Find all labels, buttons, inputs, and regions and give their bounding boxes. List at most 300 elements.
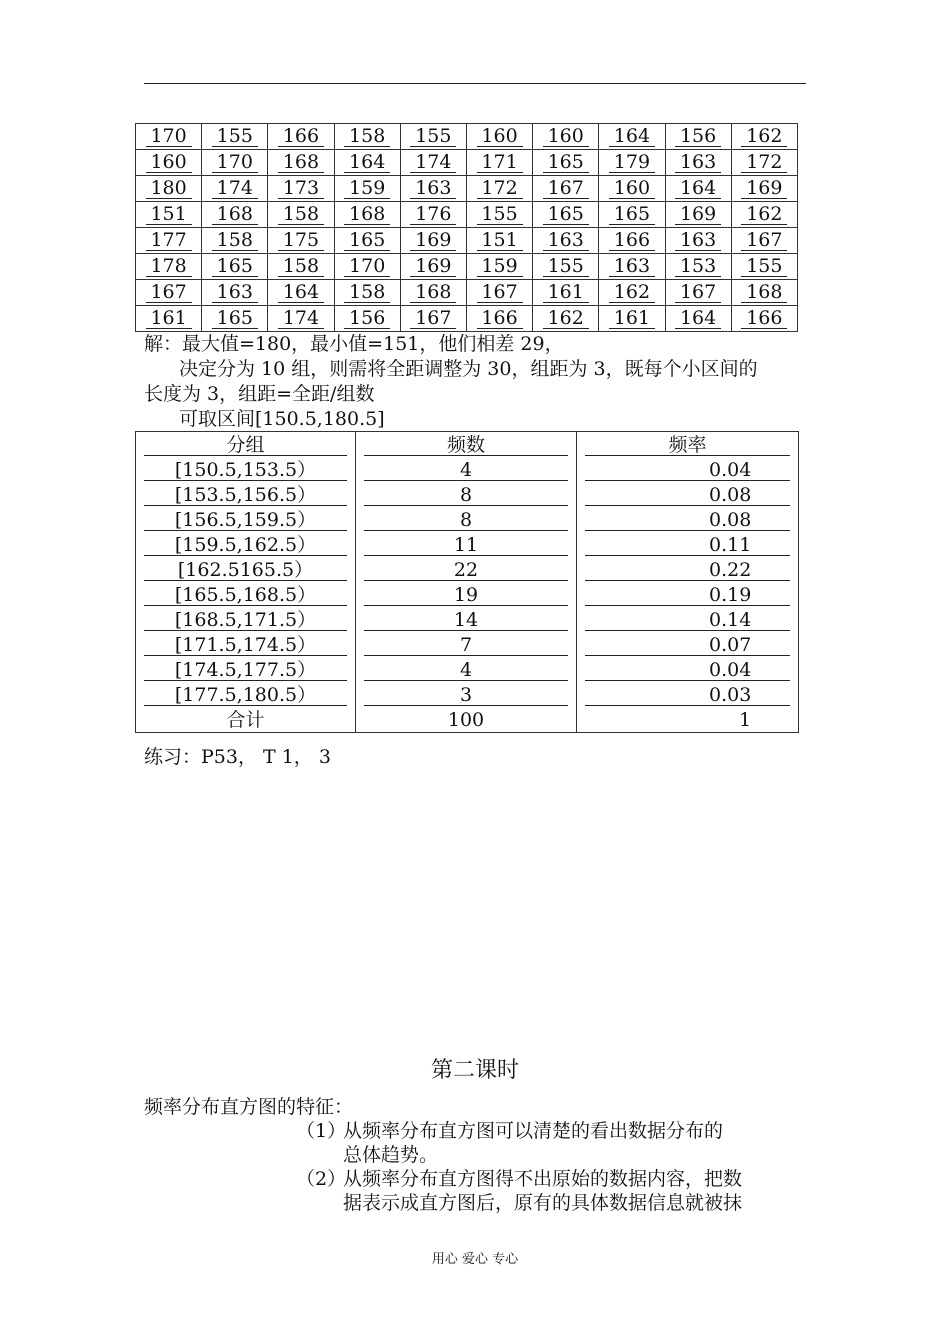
cell-value: 159 [344,178,390,199]
cell-value: 164 [675,308,721,329]
cell-underline [364,630,568,631]
cell-value: 163 [675,230,721,251]
table-cell [577,457,799,482]
cell-value: 155 [543,256,589,277]
cell-value: [168.5,171.5） [174,608,317,631]
table-cell [533,306,599,332]
table-cell [136,202,202,228]
table-cell [533,176,599,202]
cell-value: [150.5,153.5） [174,458,317,481]
cell-value: [162.5165.5） [177,558,314,581]
cell-value: 169 [675,204,721,225]
cell-value: 频率 [668,433,707,456]
table-cell [268,254,334,280]
cell-value: 178 [146,256,192,277]
table-cell [268,202,334,228]
feature-2-line-1: 从频率分布直方图得不出原始的数据内容，把数 [343,1168,743,1190]
table-row [136,632,799,657]
cell-underline [585,580,790,581]
cell-underline [144,530,347,531]
cell-value: 160 [146,152,192,173]
table-cell [665,202,731,228]
table-row [136,557,799,582]
cell-value: [153.5,156.5） [174,483,317,506]
table-cell [334,306,400,332]
table-row [136,202,798,228]
table-cell [400,202,466,228]
cell-value: 0.22 [709,558,752,581]
cell-value: 170 [146,126,192,147]
cell-value: [156.5,159.5） [174,508,317,531]
cell-value: 167 [410,308,456,329]
table-cell [731,124,797,150]
solution-line-1: 解：最大值=180，最小值=151，他们相差 29， [144,333,564,355]
table-cell [577,682,799,707]
table-cell [577,607,799,632]
table-cell [577,582,799,607]
table-cell [136,657,356,682]
cell-value: 167 [146,282,192,303]
frequency-table [135,431,799,733]
table-cell [202,306,268,332]
table-cell [136,124,202,150]
table-cell [599,228,665,254]
feature-1-number: （1） [296,1120,347,1142]
table-cell [665,176,731,202]
table-cell [577,507,799,532]
cell-value: 168 [344,204,390,225]
table-cell [136,150,202,176]
table-cell [533,254,599,280]
cell-value: 0.14 [709,608,752,631]
table-cell [356,557,577,582]
cell-value: 0.04 [709,658,752,681]
table-cell [268,280,334,306]
table-cell [136,582,356,607]
cell-underline [364,580,568,581]
table-cell [599,124,665,150]
cell-value: 161 [146,308,192,329]
table-cell [577,657,799,682]
table-row [136,228,798,254]
cell-value: 155 [477,204,523,225]
solution-line-4: 可取区间[150.5,180.5] [179,408,385,430]
table-cell [577,632,799,657]
cell-underline [585,655,790,656]
table-cell [599,202,665,228]
cell-value: 170 [212,152,258,173]
table-cell [202,150,268,176]
cell-underline [144,580,347,581]
table-cell [400,150,466,176]
cell-value: 168 [278,152,324,173]
cell-value: 170 [344,256,390,277]
cell-value: 151 [477,230,523,251]
table-cell [268,124,334,150]
cell-value: 165 [543,152,589,173]
cell-underline [585,705,790,706]
cell-underline [364,480,568,481]
table-cell [356,707,577,733]
table-cell [400,124,466,150]
cell-value: 0.08 [709,483,752,506]
cell-value: 158 [278,256,324,277]
cell-underline [144,630,347,631]
cell-underline [585,555,790,556]
cell-value: 175 [278,230,324,251]
table-cell [466,124,532,150]
cell-value: 7 [459,633,473,656]
cell-value: 164 [344,152,390,173]
cell-value: 162 [609,282,655,303]
table-cell [202,202,268,228]
cell-underline [585,480,790,481]
cell-underline [364,455,568,456]
cell-value: 合计 [226,708,265,731]
table-cell [731,150,797,176]
feature-1-line-2: 总体趋势。 [343,1144,439,1166]
table-cell [400,280,466,306]
table-cell [356,582,577,607]
table-cell [533,124,599,150]
cell-underline [364,680,568,681]
table-cell [136,457,356,482]
cell-value: 168 [212,204,258,225]
table-cell [466,228,532,254]
cell-value: 153 [675,256,721,277]
feature-2-line-2: 据表示成直方图后，原有的具体数据信息就被抹 [343,1192,743,1214]
cell-value: 163 [675,152,721,173]
cell-value: 168 [741,282,787,303]
cell-value: 0.08 [709,508,752,531]
table-row [136,457,799,482]
table-cell [731,254,797,280]
cell-value: 174 [278,308,324,329]
table-cell [356,482,577,507]
cell-underline [585,455,790,456]
table-row [136,150,798,176]
cell-value: 0.03 [709,683,752,706]
table-cell [400,306,466,332]
cell-value: 172 [741,152,787,173]
cell-value: 180 [146,178,192,199]
table-row [136,532,799,557]
table-cell [599,150,665,176]
table-cell [136,228,202,254]
cell-value: [174.5,177.5） [174,658,317,681]
table-cell [599,280,665,306]
table-cell [334,228,400,254]
cell-value: 165 [212,308,258,329]
cell-value: 155 [212,126,258,147]
cell-value: 166 [609,230,655,251]
table-cell [533,280,599,306]
table-cell [356,657,577,682]
cell-value: 8 [459,483,473,506]
cell-underline [364,605,568,606]
table-cell [466,306,532,332]
cell-value: 169 [410,230,456,251]
cell-value: 177 [146,230,192,251]
table-cell [665,254,731,280]
cell-underline [364,505,568,506]
table-cell [136,707,356,733]
table-cell [356,607,577,632]
table-total-row [136,707,799,733]
cell-value: 165 [609,204,655,225]
table-cell [334,176,400,202]
cell-value: 171 [477,152,523,173]
table-cell [136,254,202,280]
feature-1-line-1: 从频率分布直方图可以清楚的看出数据分布的 [343,1120,724,1142]
table-cell [466,254,532,280]
table-row [136,482,799,507]
table-cell [466,202,532,228]
cell-value: 161 [609,308,655,329]
table-cell [466,176,532,202]
table-cell [136,482,356,507]
cell-value: 163 [609,256,655,277]
table-cell [731,280,797,306]
cell-value: 165 [212,256,258,277]
cell-value: 165 [543,204,589,225]
table-cell [202,228,268,254]
cell-underline [144,555,347,556]
table-cell [136,176,202,202]
table-cell [577,482,799,507]
table-cell [356,682,577,707]
table-cell [577,532,799,557]
cell-underline [585,505,790,506]
table-row [136,682,799,707]
cell-value: 169 [741,178,787,199]
table-cell [665,306,731,332]
table-row [136,582,799,607]
cell-value: 172 [477,178,523,199]
cell-value: 160 [477,126,523,147]
cell-value: 0.04 [709,458,752,481]
table-cell [466,280,532,306]
cell-value: 19 [453,583,479,606]
table-cell [136,557,356,582]
table-row [136,176,798,202]
cell-value: 158 [344,282,390,303]
cell-value: 3 [459,683,473,706]
cell-value: 164 [609,126,655,147]
cell-value: 156 [675,126,721,147]
cell-value: 156 [344,308,390,329]
table-cell [268,306,334,332]
cell-underline [585,630,790,631]
table-cell [400,176,466,202]
table-cell [400,254,466,280]
cell-value: 155 [410,126,456,147]
cell-value: 174 [212,178,258,199]
cell-value: 166 [278,126,324,147]
table-cell [136,607,356,632]
table-cell [356,632,577,657]
cell-value: 分组 [226,433,265,456]
cell-value: 155 [741,256,787,277]
table-row [136,306,798,332]
table-cell [665,280,731,306]
table-cell [356,432,577,458]
table-row [136,280,798,306]
table-cell [268,228,334,254]
table-cell [136,507,356,532]
cell-value: 11 [453,533,479,556]
cell-value: 8 [459,508,473,531]
cell-value: 167 [477,282,523,303]
cell-value: 162 [543,308,589,329]
table-cell [202,280,268,306]
cell-value: 158 [278,204,324,225]
cell-value: 167 [741,230,787,251]
table-cell [334,254,400,280]
cell-value: 164 [278,282,324,303]
table-cell [136,306,202,332]
cell-value: 165 [344,230,390,251]
cell-value: [165.5,168.5） [174,583,317,606]
table-cell [466,150,532,176]
solution-line-2: 决定分为 10 组，则需将全距调整为 30，组距为 3，既每个小区间的 [179,358,758,380]
table-cell [731,306,797,332]
cell-value: 158 [212,230,258,251]
cell-underline [364,555,568,556]
table-cell [334,150,400,176]
table-cell [599,254,665,280]
table-cell [665,124,731,150]
table-cell [731,202,797,228]
header-rule [144,83,806,84]
table-row [136,657,799,682]
cell-underline [144,705,347,706]
cell-value: [159.5,162.5） [174,533,317,556]
table-header-row [136,432,799,458]
table-cell [577,557,799,582]
cell-value: 163 [543,230,589,251]
cell-value: 169 [410,256,456,277]
table-cell [599,176,665,202]
table-cell [202,124,268,150]
cell-value: 176 [410,204,456,225]
table-row [136,607,799,632]
cell-value: 4 [459,458,473,481]
table-cell [202,254,268,280]
cell-underline [585,605,790,606]
solution-line-3: 长度为 3，组距=全距/组数 [144,383,375,405]
feature-2-number: （2） [296,1168,347,1190]
cell-underline [144,480,347,481]
table-cell [136,280,202,306]
cell-underline [364,655,568,656]
cell-value: 162 [741,126,787,147]
cell-value: 167 [543,178,589,199]
table-cell [202,176,268,202]
table-cell [136,682,356,707]
table-cell [533,228,599,254]
cell-value: 22 [453,558,479,581]
cell-value: 167 [675,282,721,303]
exercise-note: 练习：P53， T 1， 3 [144,746,331,768]
cell-value: 159 [477,256,523,277]
cell-value: 频数 [446,433,485,456]
cell-value: 0.11 [709,533,752,556]
cell-value: 151 [146,204,192,225]
table-cell [731,228,797,254]
table-cell [268,150,334,176]
table-cell [268,176,334,202]
cell-value: 166 [741,308,787,329]
cell-underline [144,680,347,681]
page-footer: 用心 爱心 专心 [431,1252,519,1267]
cell-underline [144,455,347,456]
table-cell [356,457,577,482]
cell-value: 163 [410,178,456,199]
table-cell [665,150,731,176]
table-cell [577,707,799,733]
table-cell [334,202,400,228]
cell-value: 162 [741,204,787,225]
cell-value: 1 [739,708,752,731]
table-cell [356,532,577,557]
raw-data-table [135,123,798,332]
cell-underline [144,605,347,606]
table-cell [577,432,799,458]
table-cell [665,228,731,254]
cell-value: 163 [212,282,258,303]
cell-value: 168 [410,282,456,303]
cell-underline [585,680,790,681]
cell-value: 14 [453,608,479,631]
cell-underline [144,655,347,656]
cell-underline [364,705,568,706]
cell-value: 0.07 [709,633,752,656]
table-cell [731,176,797,202]
table-cell [136,532,356,557]
table-row [136,254,798,280]
table-cell [136,632,356,657]
table-cell [356,507,577,532]
cell-value: 161 [543,282,589,303]
table-cell [136,432,356,458]
table-cell [334,280,400,306]
table-row [136,124,798,150]
cell-value: 158 [344,126,390,147]
section-title: 第二课时 [430,1058,519,1083]
cell-value: 160 [543,126,589,147]
cell-value: 179 [609,152,655,173]
cell-value: 164 [675,178,721,199]
cell-value: 0.19 [709,583,752,606]
table-cell [334,124,400,150]
cell-underline [364,530,568,531]
cell-underline [144,505,347,506]
table-row [136,507,799,532]
features-intro: 频率分布直方图的特征： [144,1096,354,1118]
table-cell [533,150,599,176]
cell-underline [585,530,790,531]
cell-value: 160 [609,178,655,199]
cell-value: 100 [447,708,485,731]
cell-value: 166 [477,308,523,329]
cell-value: 173 [278,178,324,199]
table-cell [599,306,665,332]
table-cell [533,202,599,228]
cell-value: 4 [459,658,473,681]
cell-value: 174 [410,152,456,173]
table-cell [400,228,466,254]
